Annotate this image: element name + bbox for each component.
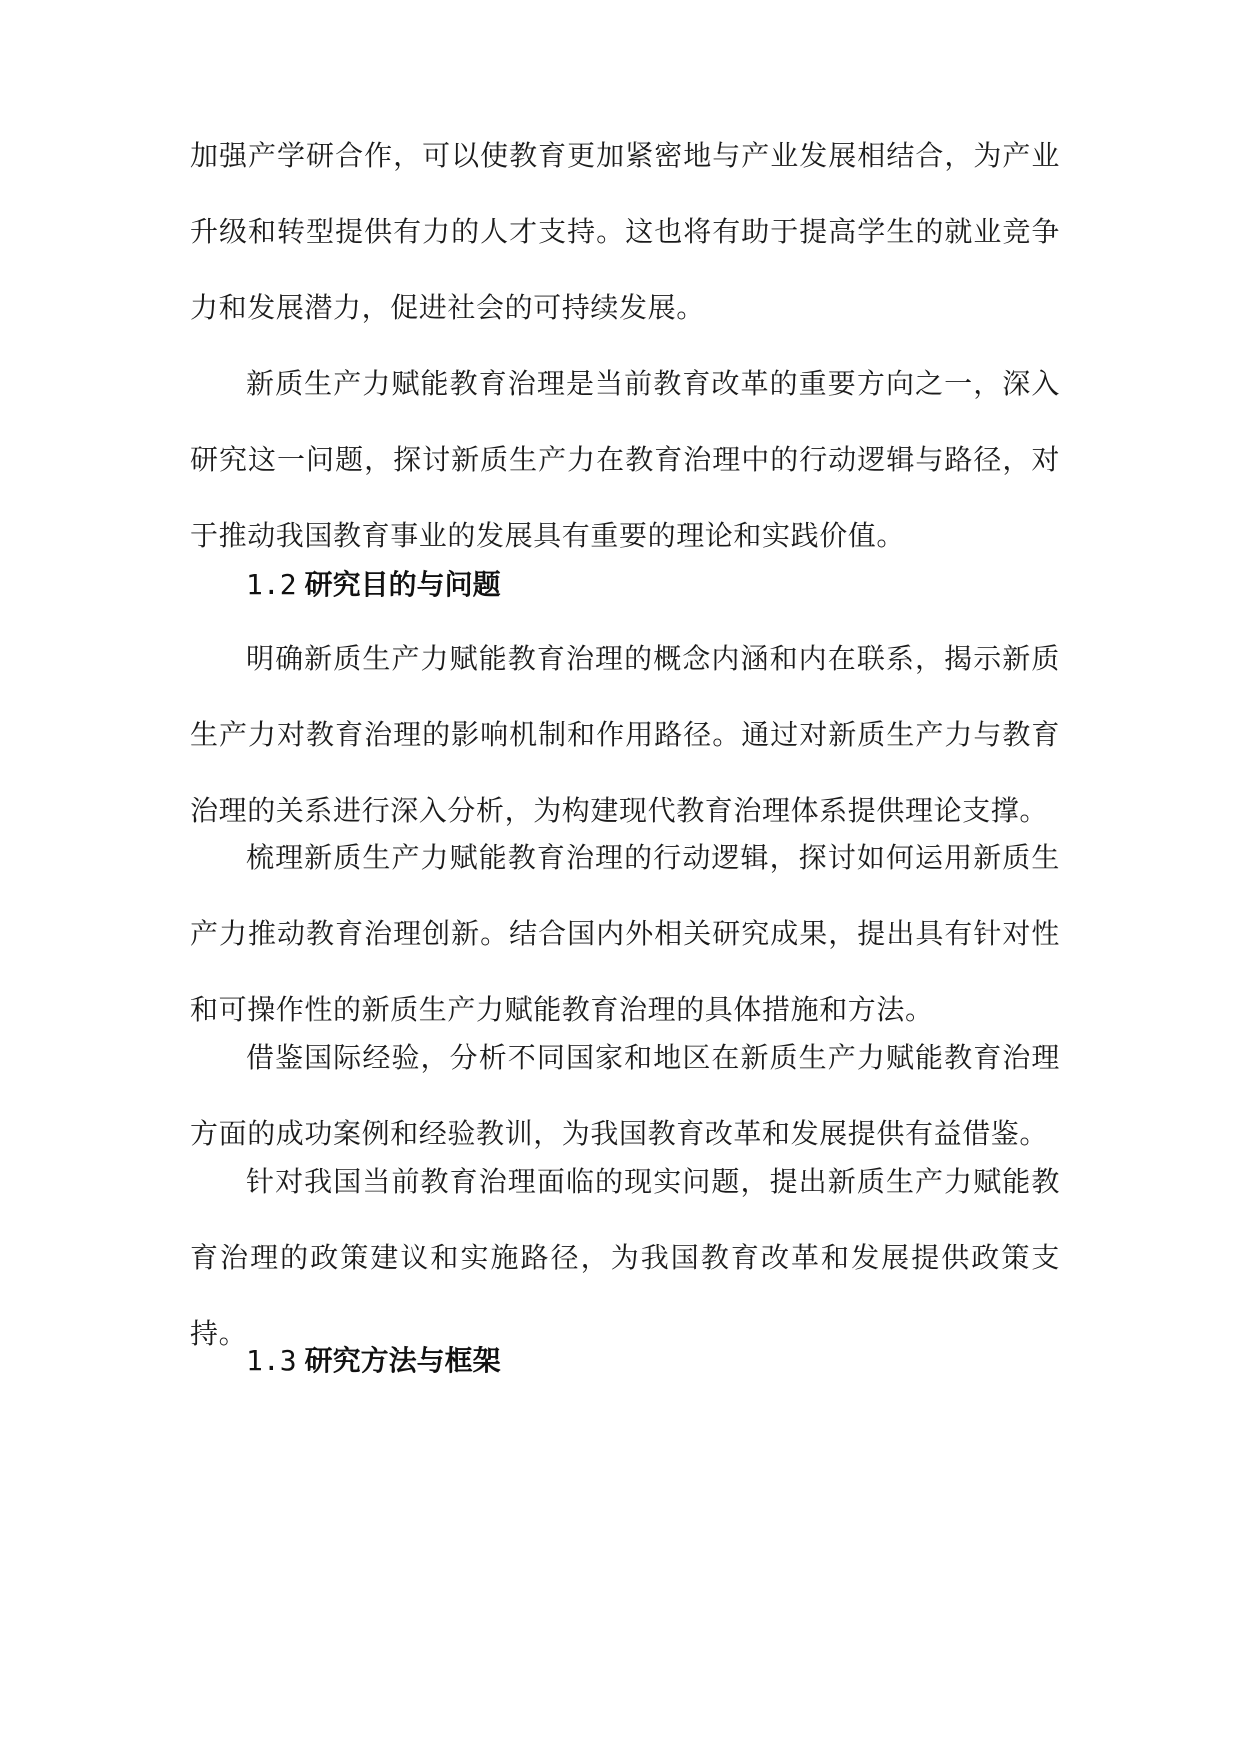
section-heading-1-2 [246, 565, 501, 605]
paragraph-industry-academia: 加强产学研合作，可以使教育更加紧密地与产业发展相结合，为产业升级和转型提供有力的人才支持。这也将有助于提高学生的就业竞争力和发展潜力，促进社会的可持续发展。 [190, 139, 1060, 324]
section-number: 1.3 [246, 1344, 297, 1377]
section-title: 研究目的与问题 [304, 568, 501, 601]
section-number: 1.2 [246, 568, 297, 601]
paragraph-objective-international: 借鉴国际经验，分析不同国家和地区在新质生产力赋能教育治理方面的成功案例和经验教训，为我国教育改革和发展提供有益借鉴。 [190, 1041, 1060, 1150]
paragraph-research-significance: 新质生产力赋能教育治理是当前教育改革的重要方向之一，深入研究这一问题，探讨新质生产力在教育治理中的行动逻辑与路径，对于推动我国教育事业的发展具有重要的理论和实践价值。 [190, 367, 1060, 552]
paragraph-objective-concept: 明确新质生产力赋能教育治理的概念内涵和内在联系，揭示新质生产力对教育治理的影响机制和作用路径。通过对新质生产力与教育治理的关系进行深入分析，为构建现代教育治理体系提供理论支撑。 [190, 642, 1060, 827]
paragraph-objective-policy: 针对我国当前教育治理面临的现实问题，提出新质生产力赋能教育治理的政策建议和实施路径，为我国教育改革和发展提供政策支持。 [190, 1165, 1060, 1350]
section-title: 研究方法与框架 [304, 1344, 501, 1377]
section-heading-1-3 [246, 1341, 501, 1381]
paragraph-objective-logic: 梳理新质生产力赋能教育治理的行动逻辑，探讨如何运用新质生产力推动教育治理创新。结合国内外相关研究成果，提出具有针对性和可操作性的新质生产力赋能教育治理的具体措施和方法。 [190, 841, 1060, 1026]
